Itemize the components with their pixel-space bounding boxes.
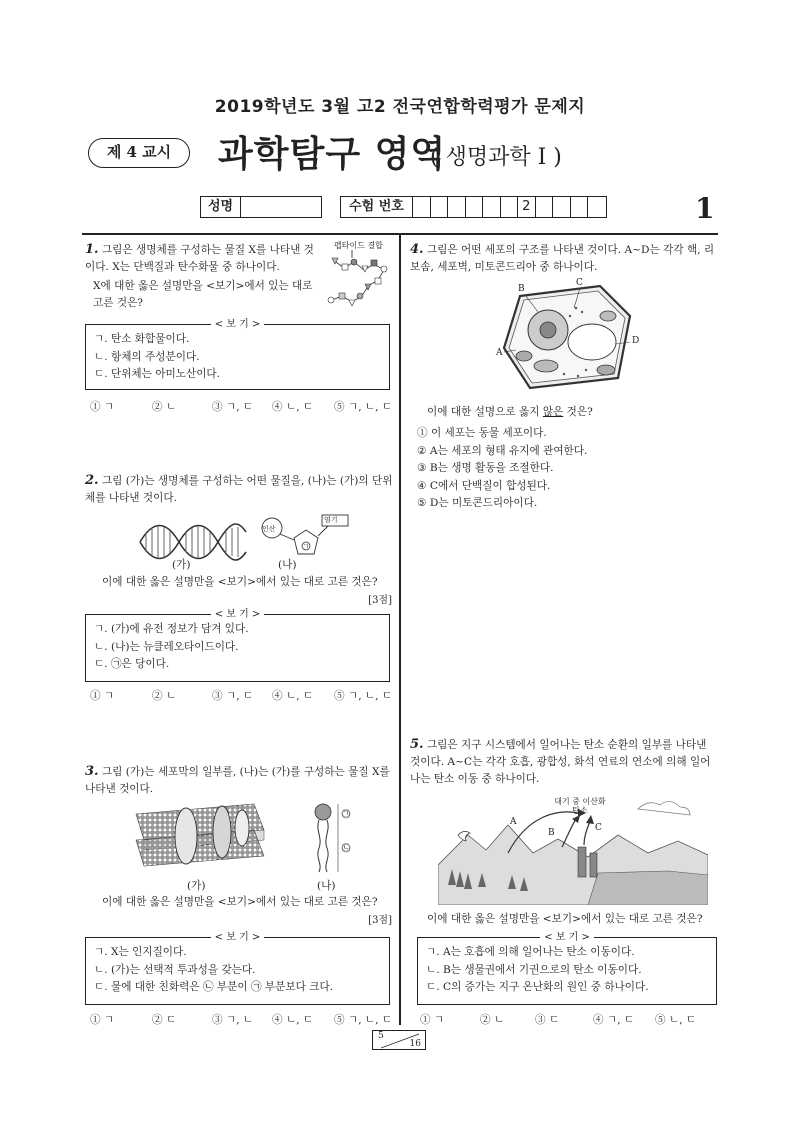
q4-options [417,425,587,513]
q4-label-b: B [518,284,525,294]
exam-number-cell[interactable] [571,197,589,217]
q1-prompt: X에 대한 옳은 설명만을 <보기>에서 있는 대로 고른 것은? [93,280,313,309]
q4-label-d: D [632,336,640,346]
exam-number-field[interactable] [340,196,607,218]
q1-choices [90,399,392,414]
q2-bogi-box [85,609,390,682]
q5-arrow-b: B [548,828,555,838]
peptide-bond-label: 펩타이드 결합 [334,241,383,250]
q2-bogi-header: < 보 기 > [86,606,389,624]
q1-item: ㄷ. 단위체는 아미노산이다. [94,368,221,380]
q3-number: 3. [85,764,99,779]
q4-prompt-pre: 이에 대한 설명으로 옳지 [427,406,543,418]
q4-option[interactable]: ① 이 세포는 동물 세포이다. [417,427,547,439]
exam-number-cell[interactable] [466,197,484,217]
q5-number: 5. [410,737,424,752]
q4-prompt [427,404,593,421]
q5-stem-text: 그림은 지구 시스템에서 일어나는 탄소 순환의 일부를 나타낸 것이다. A~C는 각각 호흡, 광합성, 화석 연료의 연소에 의해 일어나는 탄소 이동 중 하나이다. [410,739,711,785]
total-pages: 16 [409,1039,421,1049]
name-input-area[interactable] [241,197,321,217]
q2-choice[interactable]: ② ㄴ [152,690,177,702]
q2-stem-text: 그림 (가)는 생명체를 구성하는 어떤 물질을, (나)는 (가)의 단위체를 나타낸 것이다. [85,475,393,504]
q3-bogi-box [85,932,390,1005]
q3-score: [3점] [368,915,392,926]
q1-bogi-header: < 보 기 > [86,316,389,334]
q2-choice[interactable]: ③ ㄱ, ㄷ [212,690,254,702]
current-page: 5 [378,1031,384,1041]
q1-stem-text: 그림은 생명체를 구성하는 물질 X를 나타낸 것이다. X는 단백질과 탄수화물 중 하나이다. [85,244,314,273]
q3-choices [90,1012,392,1027]
q3-choice[interactable]: ⑤ ㄱ, ㄴ, ㄷ [334,1014,393,1026]
exam-number-cell[interactable] [483,197,501,217]
q3-fig-b-label: (나) [317,880,336,892]
name-field[interactable] [200,196,322,218]
q2-item: ㄱ. (가)에 유전 정보가 담겨 있다. [94,623,249,635]
polymer-chain-icon [322,240,394,310]
q2-fig-b-label: (나) [278,559,297,571]
phospholipid-icon [308,800,358,876]
q1-choice[interactable]: ① ㄱ [90,401,115,413]
q5-stem [410,736,718,788]
q2-choice[interactable]: ⑤ ㄱ, ㄴ, ㄷ [334,690,393,702]
q2-number: 2. [85,473,99,488]
q4-number: 4. [410,242,424,257]
q2-score: [3점] [368,595,392,606]
q2-item: ㄷ. ㉠은 당이다. [94,658,170,670]
q2-choice[interactable]: ④ ㄴ, ㄷ [272,690,314,702]
q4-option[interactable]: ④ C에서 단백질이 합성된다. [417,479,551,492]
q3-figure [130,800,370,880]
q5-choice[interactable]: ② ㄴ [480,1014,505,1026]
q4-prompt-post: 것은? [563,406,593,418]
q1-bogi-box [85,319,390,390]
exam-number-cell[interactable] [536,197,554,217]
q3-choice[interactable]: ④ ㄴ, ㄷ [272,1014,314,1026]
q4-option[interactable]: ⑤ D는 미토콘드리아이다. [417,497,538,509]
q5-item: ㄷ. C의 증가는 지구 온난화의 원인 중 하나이다. [426,981,649,993]
atmosphere-co2-label: 대기 중 이산화 탄소 [554,797,606,815]
cell-membrane-icon [130,800,270,876]
nucleotide-icon [260,514,370,564]
q5-bogi-header: < 보 기 > [418,929,716,947]
q3-item: ㄱ. X는 인지질이다. [94,946,187,958]
dna-helix-icon [138,520,248,564]
q2-choice[interactable]: ① ㄱ [90,690,115,702]
q2-fig-a-label: (가) [172,559,191,571]
exam-number-label: 수험 번호 [341,197,413,217]
q5-item: ㄴ. B는 생물권에서 기권으로의 탄소 이동이다. [426,963,642,976]
q5-figure [438,795,708,905]
page-number: 1 [695,192,715,225]
plant-cell-icon [490,278,650,398]
q5-choice[interactable]: ④ ㄱ, ㄷ [593,1014,635,1026]
name-label: 성명 [201,197,241,217]
q3-choice[interactable]: ② ㄷ [152,1014,177,1026]
q5-bogi-box [417,932,717,1005]
q5-choice[interactable]: ① ㄱ [420,1014,445,1026]
q1-choice[interactable]: ④ ㄴ, ㄷ [272,401,314,413]
exam-number-cell[interactable] [413,197,431,217]
page-indicator [372,1030,426,1050]
q3-prompt: 이에 대한 옳은 설명만을 <보기>에서 있는 대로 고른 것은? [102,896,378,908]
q1-choice[interactable]: ⑤ ㄱ, ㄴ, ㄷ [334,401,393,413]
exam-number-cell[interactable] [553,197,571,217]
q1-figure [322,240,394,310]
q3-stem-text: 그림 (가)는 세포막의 일부를, (나)는 (가)를 구성하는 물질 X를 나타낸 것이다. [85,766,390,795]
q4-option[interactable]: ② A는 세포의 형태 유지에 관여한다. [417,444,588,457]
q3-choice[interactable]: ③ ㄱ, ㄴ [212,1014,254,1026]
exam-number-cell[interactable] [588,197,606,217]
q4-figure [490,278,650,398]
q3-label-1: ㉠ [342,809,350,818]
q5-choice[interactable]: ⑤ ㄴ, ㄷ [655,1014,697,1026]
phosphate-label: 인산 [262,525,276,533]
q1-choice[interactable]: ③ ㄱ, ㄷ [212,401,254,413]
q3-bogi-header: < 보 기 > [86,929,389,947]
q4-stem-text: 그림은 어떤 세포의 구조를 나타낸 것이다. A~D는 각각 핵, 리보솜, 세포벽, 미토콘드리아 중 하나이다. [410,244,715,273]
base-label: 염기 [324,516,338,524]
q1-item: ㄴ. 항체의 주성분이다. [94,350,200,363]
q2-stem [85,472,393,507]
q1-item: ㄱ. 탄소 화합물이다. [94,333,190,345]
q5-choices [420,1012,696,1027]
q4-prompt-underline: 않은 [542,406,564,418]
exam-title: 2019학년도 3월 고2 전국연합학력평가 문제지 [214,97,586,117]
q1-choice[interactable]: ② ㄴ [152,401,177,413]
subject-subtitle: ( 생명과학 Ⅰ ) [430,145,562,170]
q2-prompt: 이에 대한 옳은 설명만을 <보기>에서 있는 대로 고른 것은? [102,576,378,588]
q1-number: 1. [85,242,99,257]
exam-number-cell[interactable] [448,197,466,217]
q3-label-2: ㉡ [342,843,350,852]
q3-item: ㄴ. (가)는 선택적 투과성을 갖는다. [94,963,256,976]
column-divider [399,235,401,1025]
q4-option[interactable]: ③ B는 생명 활동을 조절한다. [417,462,554,474]
q5-arrow-a: A [510,817,517,827]
q5-arrow-c: C [595,823,602,833]
q5-choice[interactable]: ③ ㄷ [535,1014,560,1026]
q4-label-a: A [496,348,503,358]
exam-number-cell[interactable] [501,197,519,217]
q5-item: ㄱ. A는 호흡에 의해 일어나는 탄소 이동이다. [426,946,635,958]
exam-number-cell[interactable]: 2 [518,197,536,217]
period-badge: 제 4 교시 [88,138,190,168]
q4-stem [410,241,718,276]
q3-stem [85,763,393,798]
subject-title: 과학탐구 영역 [218,133,447,175]
q1-stem [85,241,317,276]
q2-item: ㄴ. (나)는 뉴클레오타이드이다. [94,640,239,653]
q4-label-c: C [576,278,583,288]
q3-fig-a-label: (가) [187,880,206,892]
sugar-label: ㉠ [302,542,310,551]
q3-item: ㄷ. 물에 대한 친화력은 ㉡ 부분이 ㉠ 부분보다 크다. [94,981,334,993]
q2-choices [90,688,392,703]
q5-prompt: 이에 대한 옳은 설명만을 <보기>에서 있는 대로 고른 것은? [427,913,703,925]
q3-choice[interactable]: ① ㄱ [90,1014,115,1026]
exam-number-cell[interactable] [431,197,449,217]
